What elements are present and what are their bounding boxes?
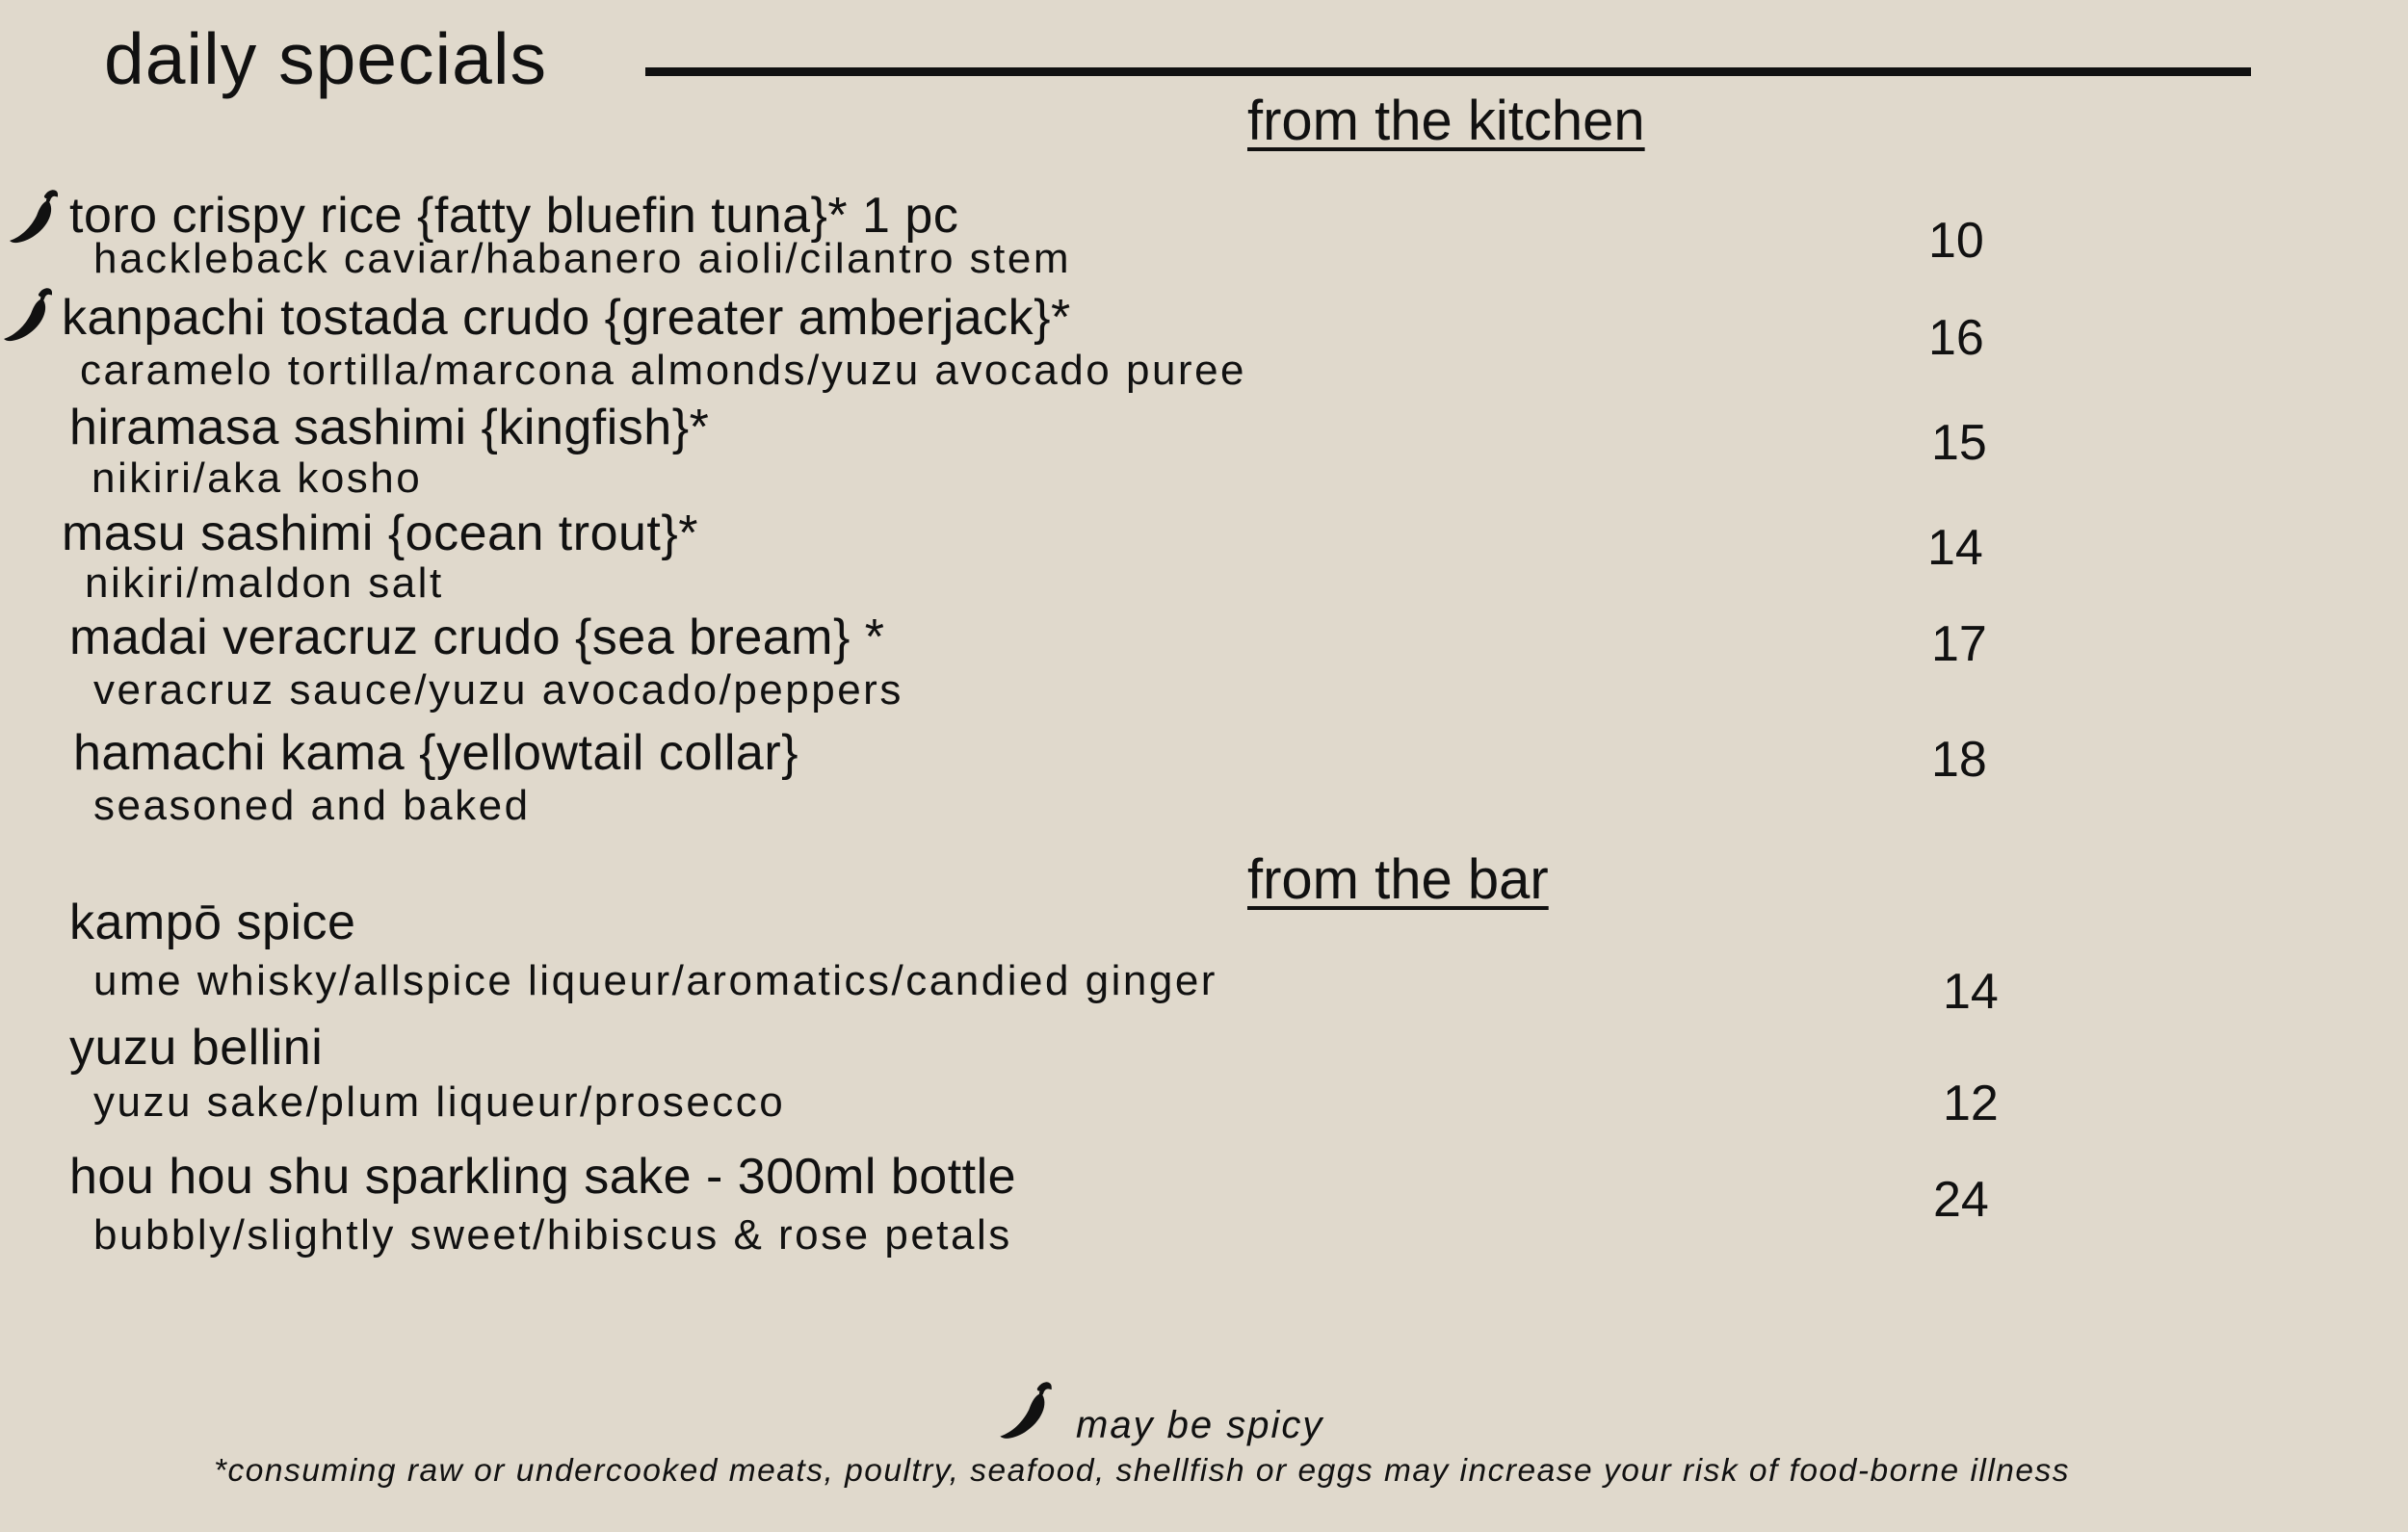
menu-item-name: hou hou shu sparkling sake - 300ml bottle: [69, 1149, 1017, 1205]
menu-item-description: bubbly/slightly sweet/hibiscus & rose petals: [93, 1211, 1012, 1259]
section-title-kitchen: from the kitchen: [1247, 90, 1645, 152]
spicy-legend-text: may be spicy: [1076, 1404, 1324, 1446]
menu-item-price: 10: [1928, 213, 1984, 269]
menu-item-name: kampō spice: [69, 895, 356, 950]
menu-item-description: hackleback caviar/habanero aioli/cilantro stem: [93, 235, 1072, 282]
menu-item-name: hiramasa sashimi {kingfish}*: [69, 400, 710, 455]
menu-item-price: 15: [1931, 415, 1987, 471]
menu-item-name: hamachi kama {yellowtail collar}: [73, 725, 799, 781]
menu-item-price: 12: [1943, 1076, 1999, 1131]
menu-item-name: toro crispy rice {fatty bluefin tuna}* 1 pc: [69, 188, 959, 244]
menu-item-price: 14: [1927, 520, 1983, 576]
menu-item-description: nikiri/maldon salt: [85, 559, 444, 607]
menu-item-description: veracruz sauce/yuzu avocado/peppers: [93, 666, 903, 714]
raw-food-disclaimer: *consuming raw or undercooked meats, poultry, seafood, shellfish or eggs may increase your risk of food-borne illness: [214, 1453, 2071, 1489]
chili-pepper-icon: [8, 189, 58, 247]
menu-item-price: 16: [1928, 310, 1984, 366]
chili-pepper-icon: [998, 1381, 1052, 1442]
menu-item-name: madai veracruz crudo {sea bream} *: [69, 610, 885, 665]
menu-item-price: 14: [1943, 964, 1999, 1020]
menu-item-description: caramelo tortilla/marcona almonds/yuzu avocado puree: [80, 347, 1247, 394]
menu-item-name: masu sashimi {ocean trout}*: [62, 506, 698, 561]
menu-item-description: seasoned and baked: [93, 782, 531, 829]
page-title: daily specials: [104, 18, 548, 99]
menu-item-description: ume whisky/allspice liqueur/aromatics/candied ginger: [93, 957, 1217, 1004]
menu-item-description: yuzu sake/plum liqueur/prosecco: [93, 1078, 786, 1126]
section-title-bar: from the bar: [1247, 848, 1549, 911]
menu-item-name: yuzu bellini: [69, 1020, 324, 1076]
menu-item-price: 18: [1931, 732, 1987, 788]
menu-item-name: kanpachi tostada crudo {greater amberjack}*: [62, 290, 1071, 346]
menu-item-price: 24: [1933, 1172, 1989, 1228]
chili-pepper-icon: [2, 287, 52, 345]
menu-item-description: nikiri/aka kosho: [92, 454, 423, 502]
menu-item-price: 17: [1931, 616, 1987, 672]
header-divider: [645, 67, 2251, 76]
